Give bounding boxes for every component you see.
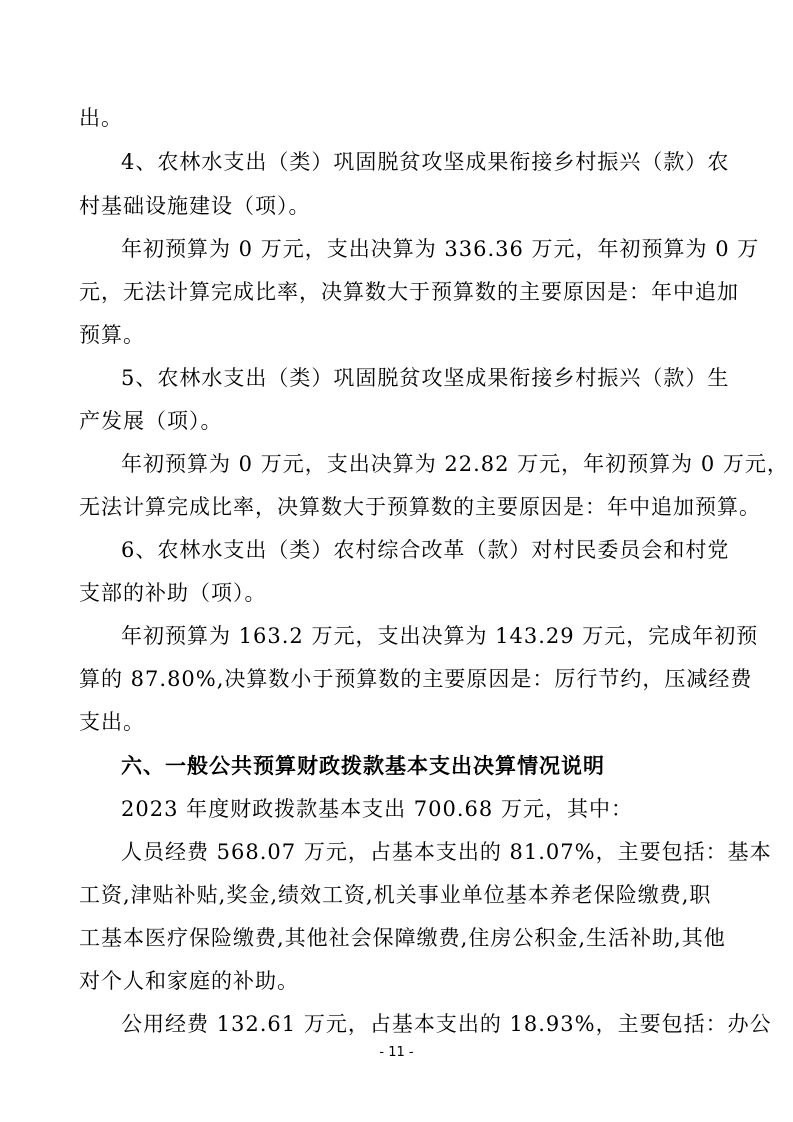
page-number: - 11 -	[379, 1045, 414, 1060]
text-line: 年初预算为 0 万元，支出决算为 22.82 万元，年初预算为 0 万元，	[121, 452, 789, 476]
text-line: 出。	[79, 106, 123, 130]
text-line: 公用经费 132.61 万元，占基本支出的 18.93%，主要包括：办公	[121, 1012, 772, 1036]
text-line: 年初预算为 0 万元，支出决算为 336.36 万元，年初预算为 0 万	[121, 237, 760, 261]
section-heading: 六、一般公共预算财政拨款基本支出决算情况说明	[121, 754, 605, 778]
text-line: 元，无法计算完成比率，决算数大于预算数的主要原因是：年中追加	[79, 280, 739, 304]
text-line: 对个人和家庭的补助。	[79, 969, 299, 993]
text-line: 产发展（项）。	[79, 409, 223, 433]
text-line: 村基础设施建设（项）。	[79, 194, 311, 218]
text-line: 无法计算完成比率，决算数大于预算数的主要原因是：年中追加预算。	[79, 495, 761, 519]
item-4-title: 4、农林水支出（类）巩固脱贫攻坚成果衔接乡村振兴（款）农	[121, 150, 730, 174]
text-line: 工基本医疗保险缴费,其他社会保障缴费,住房公积金,生活补助,其他	[79, 926, 726, 950]
text-line: 支部的补助（项）。	[79, 581, 267, 605]
text-line: 支出。	[79, 710, 145, 734]
text-line: 人员经费 568.07 万元，占基本支出的 81.07%，主要包括：基本	[121, 840, 772, 864]
item-6-title: 6、农林水支出（类）农村综合改革（款）对村民委员会和村党	[121, 538, 730, 562]
text-line: 年初预算为 163.2 万元，支出决算为 143.29 万元，完成年初预	[121, 624, 759, 648]
text-line: 工资,津贴补贴,奖金,绩效工资,机关事业单位基本养老保险缴费,职	[79, 883, 712, 907]
item-5-title: 5、农林水支出（类）巩固脱贫攻坚成果衔接乡村振兴（款）生	[121, 366, 730, 390]
text-line: 算的 87.80%,决算数小于预算数的主要原因是：厉行节约，压减经费	[79, 667, 753, 691]
text-line: 预算。	[79, 323, 145, 347]
text-line: 2023 年度财政拨款基本支出 700.68 万元，其中：	[121, 797, 633, 821]
